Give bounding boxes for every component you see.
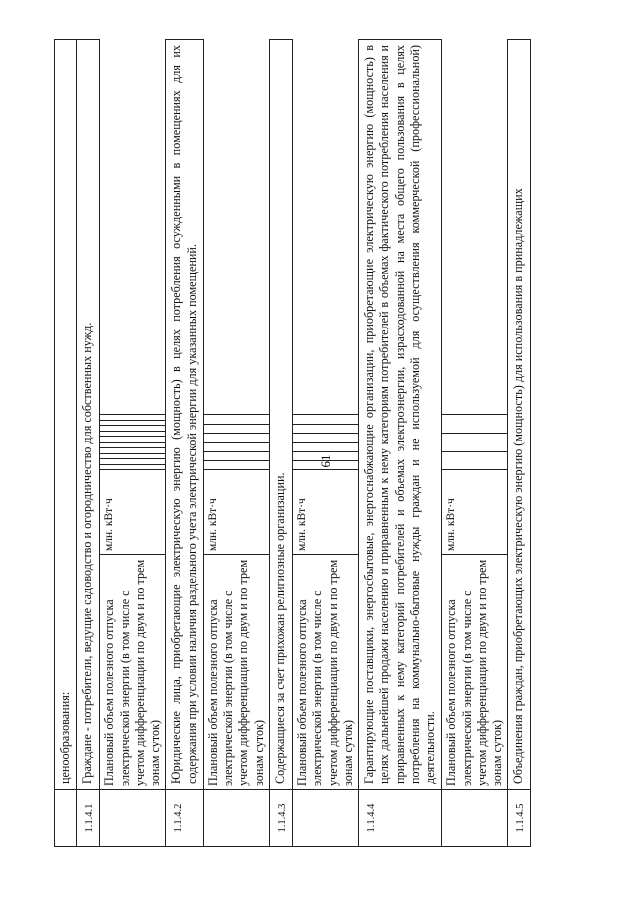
value-cell xyxy=(442,415,507,433)
value-cell xyxy=(293,442,358,451)
row-number: 1.1.4.5 xyxy=(508,790,531,847)
value-cell xyxy=(204,442,269,451)
table-row xyxy=(359,40,442,847)
value-cell xyxy=(100,431,165,436)
value-cell xyxy=(100,464,165,469)
category-heading: Объединения граждан, приобретающих электрическую энергию (мощность) для использования в принадлежащих xyxy=(508,40,531,790)
unit-label: млн. кВт·ч xyxy=(100,470,165,555)
value-cell xyxy=(204,433,269,442)
data-row xyxy=(442,415,508,790)
row-number xyxy=(203,790,269,847)
value-cell xyxy=(100,426,165,431)
table-row xyxy=(269,40,292,847)
value-cell xyxy=(204,460,269,469)
unit-label: млн. кВт·ч xyxy=(442,470,507,555)
data-row xyxy=(293,415,359,790)
table-row xyxy=(77,40,100,847)
row-number: 1.1.4.2 xyxy=(166,790,204,847)
value-cell xyxy=(100,453,165,458)
table-row xyxy=(508,40,531,847)
indicator-label: Плановый объем полезного отпуска электрической энергии (в том числе с учетом дифференциации по двум и по трем зонам суток) xyxy=(295,559,355,786)
value-cell xyxy=(100,415,165,421)
row-number xyxy=(293,790,359,847)
value-cell xyxy=(204,415,269,424)
indicator-label: Плановый объем полезного отпуска электрической энергии (в том числе с учетом дифференциации по двум и по трем зонам суток) xyxy=(205,559,266,786)
category-heading: Содержащиеся за счет прихожан религиозные организации. xyxy=(269,40,292,790)
row-number: 1.1.4.3 xyxy=(269,790,292,847)
table-row xyxy=(166,40,204,847)
value-cell xyxy=(100,437,165,442)
page-number: 61 xyxy=(318,454,333,468)
value-cell xyxy=(293,424,358,433)
category-heading: Гарантирующие поставщики, энергосбытовые, энергоснабжающие организации, приобретающие электрическую энергию (мощность) в целях дальнейшей продажи населению и приравненным к нему категориям потребителей в объемах фактического потребления населения и приравненных к нему категорий потребителей и объемах электроэнергии, израсходованной на места общего пользования в целях потребления на коммунально-бытовые нужды граждан и не используемой для осуществления коммерческой (профессиональной) деятельности. xyxy=(359,40,442,790)
data-row xyxy=(203,415,269,790)
value-cell xyxy=(442,433,507,451)
table-row xyxy=(55,40,77,847)
value-cell xyxy=(204,424,269,433)
value-cell xyxy=(293,451,358,460)
tariff-table-sheet xyxy=(54,39,598,847)
row-heading: ценообразования: xyxy=(55,40,77,790)
value-cell xyxy=(204,451,269,460)
value-cell xyxy=(100,448,165,453)
value-cell xyxy=(293,460,358,469)
unit-label: млн. кВт·ч xyxy=(293,470,358,555)
value-cell xyxy=(100,442,165,447)
row-number: 1.1.4.4 xyxy=(359,790,442,847)
value-cell xyxy=(293,433,358,442)
table-row xyxy=(203,40,269,847)
tariff-table xyxy=(54,39,531,847)
row-number xyxy=(55,790,77,847)
indicator-label: Плановый объем полезного отпуска электрической энергии (в том числе с учетом дифференциации по двум и по трем зонам суток) xyxy=(444,559,504,786)
table-row xyxy=(293,40,359,847)
row-number xyxy=(100,790,166,847)
category-heading: Юридические лица, приобретающие электрическую энергию (мощность) в целях потребления осужденными в помещениях для их содержания при условии наличия раздельного учета электрической энергии для указанных помещений. xyxy=(166,40,204,790)
table-row xyxy=(100,40,166,847)
data-row xyxy=(100,415,166,790)
value-cell xyxy=(100,459,165,464)
unit-label: млн. кВт·ч xyxy=(204,470,269,555)
value-cell xyxy=(293,415,358,424)
row-number: 1.1.4.1 xyxy=(77,790,100,847)
value-cell xyxy=(100,421,165,426)
category-heading: Граждане - потребители, ведущие садоводство и огородничество для собственных нужд. xyxy=(77,40,100,790)
value-cell xyxy=(442,451,507,469)
indicator-label: Плановый объем полезного отпуска электрической энергии (в том числе с учетом дифференциации по двум и по трем зонам суток) xyxy=(102,559,163,786)
table-row xyxy=(442,40,508,847)
row-number xyxy=(442,790,508,847)
